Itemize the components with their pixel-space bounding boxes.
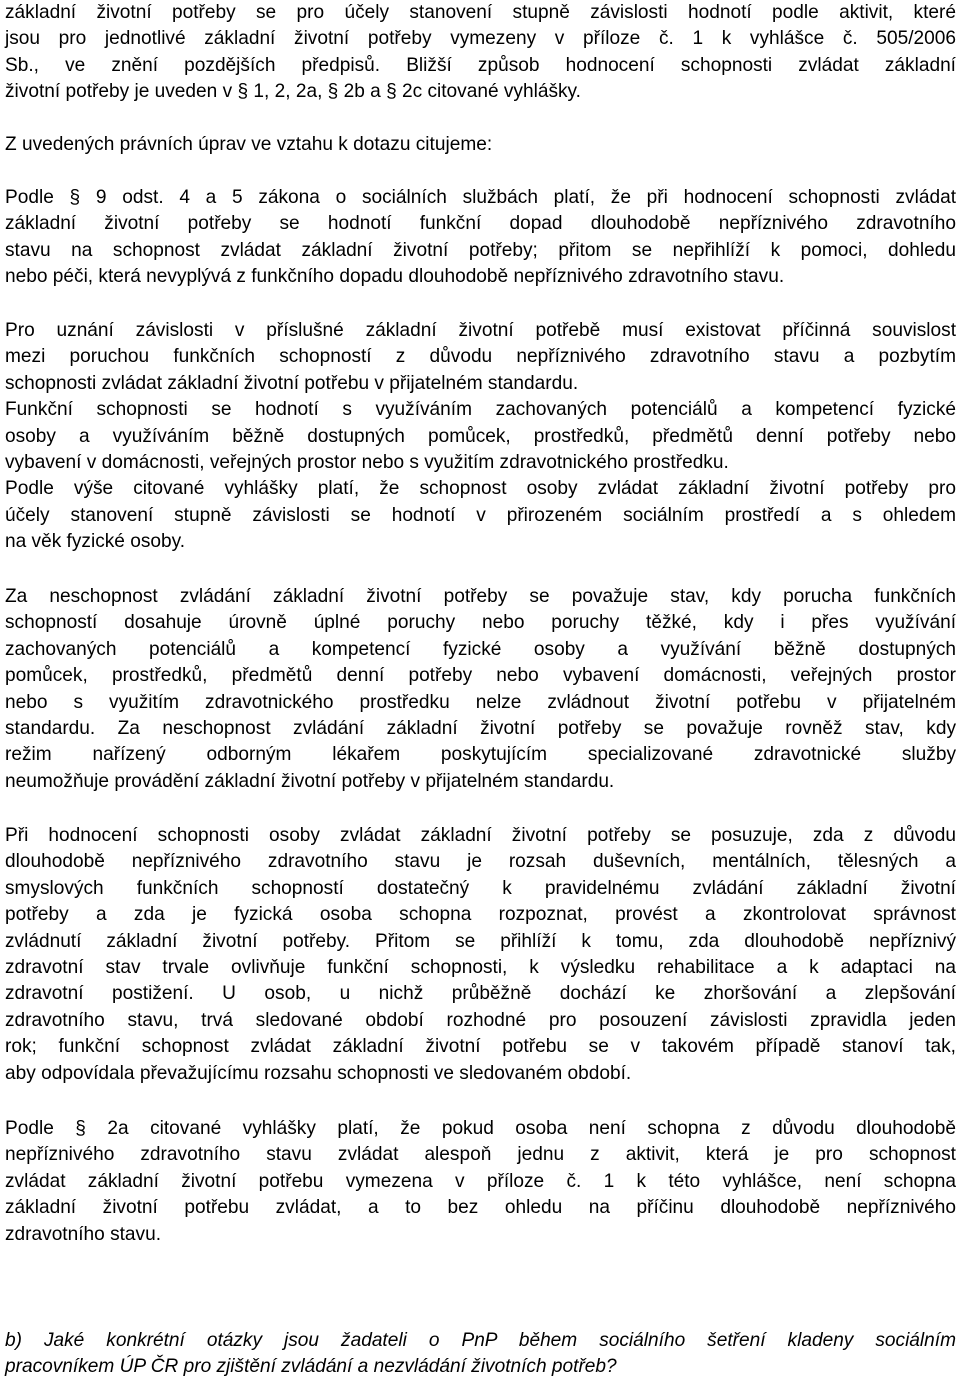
paragraph-assessment	[5, 823, 956, 1087]
text-line: režim nařízený odborným lékařem poskytujícím specializované zdravotnické služby	[5, 744, 956, 766]
text-line: zdravotní stav trvale ovlivňuje funkční schopnosti, k výsledku rehabilitace a k adaptaci na	[5, 957, 956, 979]
text-line: nepříznivého zdravotního stavu zvládat alespoň jednu z aktivit, která je pro schopnost	[5, 1144, 956, 1166]
text-line: aby odpovídala převažujícímu rozsahu schopnosti ve sledovaném období.	[5, 1062, 632, 1084]
text-line: pracovníkem ÚP ČR pro zjištění zvládání a nezvládání životních potřeb?	[5, 1356, 617, 1378]
text-line: Funkční schopnosti se hodnotí s využíváním zachovaných potenciálů a kompetencí fyzické	[5, 399, 956, 421]
text-line: Z uvedených právních úprav ve vztahu k dotazu citujeme:	[5, 134, 493, 155]
text-line: Podle výše citované vyhlášky platí, že schopnost osoby zvládat základní životní potřeby pro	[5, 478, 956, 500]
text-line: vybavení v domácnosti, veřejných prostor nebo s využitím zdravotnického prostředku.	[5, 452, 729, 474]
text-line: dlouhodobě nepříznivého zdravotního stavu je rozsah duševních, mentálních, tělesných a	[5, 851, 956, 873]
text-line: Sb., ve znění pozdějších předpisů. Bližší způsob hodnocení schopnosti zvládat základní	[5, 54, 956, 76]
text-line: nebo s využitím zdravotnického prostředku nelze zvládnout životní potřebu v přijatelném	[5, 691, 956, 713]
text-line: základní životní potřeby se pro účely stanovení stupně závislosti hodnotí podle aktivit, které	[5, 2, 956, 23]
text-line: základní životní potřeby se hodnotí funkční dopad dlouhodobě nepříznivého zdravotního	[5, 213, 956, 235]
text-line: účely stanovení stupně závislosti se hodnotí v přirozeném sociálním prostředí a s ohledem	[5, 504, 956, 526]
text-line: zdravotní postižení. U osob, u nichž průběžně dochází ke zhoršování a zlepšování	[5, 983, 956, 1005]
text-line: zdravotního stavu.	[5, 1223, 162, 1245]
text-line: rok; funkční schopnost zvládat základní životní potřebu se v takovém případě stanoví tak,	[5, 1036, 956, 1058]
text-line: na věk fyzické osoby.	[5, 531, 186, 553]
text-line: Při hodnocení schopnosti osoby zvládat základní životní potřeby se posuzuje, zda z důvodu	[5, 825, 956, 846]
text-line: Podle § 2a citované vyhlášky platí, že pokud osoba není schopna z důvodu dlouhodobě	[5, 1118, 956, 1139]
paragraph-citation-intro	[5, 132, 956, 158]
text-line: smyslových funkčních schopností dostatečný k pravidelnému zvládání základní životní	[5, 877, 956, 899]
text-line: neumožňuje provádění základní životní potřeby v přijatelném standardu.	[5, 770, 615, 792]
text-line: mezi poruchou funkčních schopností z důvodu nepříznivého zdravotního stavu a pozbytím	[5, 346, 956, 368]
text-line: stavu na schopnost zvládat základní životní potřeby; přitom se nepřihlíží k pomoci, dohledu	[5, 239, 956, 261]
question-b	[5, 1328, 956, 1381]
text-line: Podle § 9 odst. 4 a 5 zákona o sociálních službách platí, že při hodnocení schopnosti zvládat	[5, 187, 956, 208]
text-line: životní potřeby je uveden v § 1, 2, 2a, § 2b a § 2c citované vyhlášky.	[5, 81, 581, 103]
text-line: Pro uznání závislosti v příslušné základní životní potřebě musí existovat příčinná souvislost	[5, 320, 956, 341]
text-line: osoby a využíváním běžně dostupných pomůcek, prostředků, předmětů denní potřeby nebo	[5, 425, 956, 447]
text-line: zdravotního stavu, trvá sledované období rozhodné pro posouzení závislosti zpravidla jeden	[5, 1009, 956, 1031]
paragraph-law-9	[5, 185, 956, 291]
paragraph-2a	[5, 1116, 956, 1248]
text-line: Za neschopnost zvládání základní životní potřeby se považuje stav, kdy porucha funkčních	[5, 586, 956, 607]
paragraph-inability	[5, 584, 956, 795]
text-line: jsou pro jednotlivé základní životní potřeby vymezeny v příloze č. 1 k vyhlášce č. 505/2006	[5, 28, 956, 50]
text-line: pomůcek, prostředků, předmětů denní potřeby nebo vybavení domácnosti, veřejných prostor	[5, 665, 956, 687]
text-line: b) Jaké konkrétní otázky jsou žadateli o PnP během sociálního šetření kladeny sociálním	[5, 1330, 956, 1351]
text-line: zvládat základní životní potřebu vymezena v příloze č. 1 k této vyhlášce, není schopna	[5, 1170, 956, 1192]
text-line: nebo péči, která nevyplývá z funkčního dopadu dlouhodobě nepříznivého zdravotního stavu.	[5, 266, 785, 288]
text-line: základní životní potřebu zvládat, a to bez ohledu na příčinu dlouhodobě nepříznivého	[5, 1197, 956, 1219]
text-line: potřeby a zda je fyzická osoba schopna rozpoznat, provést a zkontrolovat správnost	[5, 904, 956, 926]
paragraph-dependency	[5, 318, 956, 556]
text-line: standardu. Za neschopnost zvládání základní životní potřeby se považuje rovněž stav, kdy	[5, 718, 956, 740]
text-line: schopností dosahuje úrovně úplné poruchy nebo poruchy těžké, kdy i přes využívání	[5, 612, 956, 634]
text-line: schopnosti zvládat základní životní potřebu v přijatelném standardu.	[5, 372, 579, 394]
paragraph-intro	[5, 0, 956, 106]
text-line: zvládnutí základní životní potřeby. Přitom se přihlíží k tomu, zda dlouhodobě nepříznivý	[5, 930, 956, 952]
text-line: zachovaných potenciálů a kompetencí fyzické osoby a využívání běžně dostupných	[5, 638, 956, 660]
